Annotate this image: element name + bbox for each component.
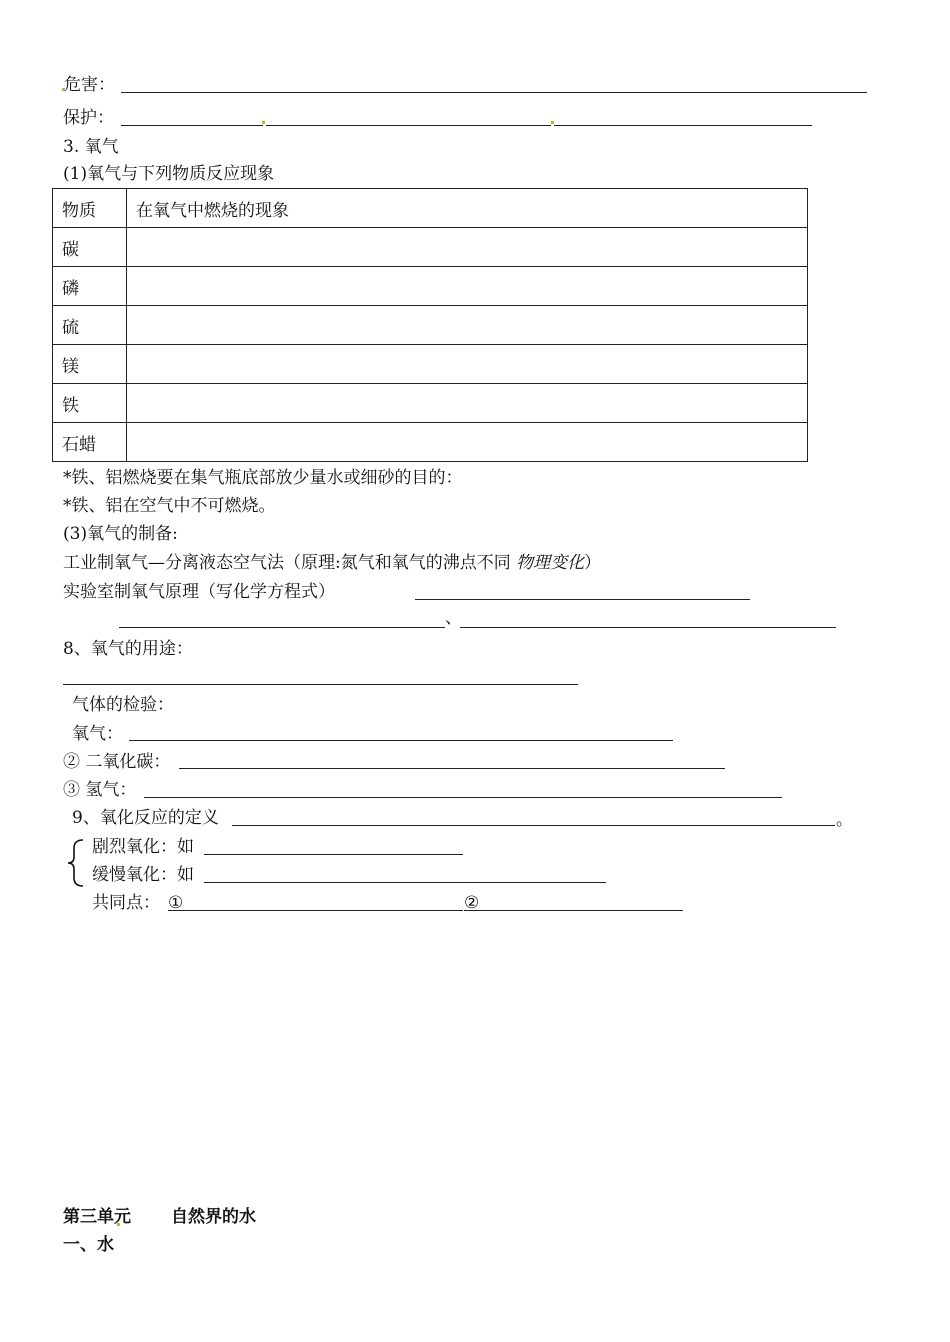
table-row bbox=[53, 345, 808, 384]
slow-oxidation-label: 缓慢氧化：如 bbox=[92, 865, 194, 885]
common-points-label: 共同点： bbox=[92, 893, 160, 913]
lab-method-label: 实验室制氧气原理（写化学方程式） bbox=[63, 582, 335, 602]
industrial-method-text: 工业制氧气—分离液态空气法（原理:氮气和氧气的沸点不同 bbox=[63, 553, 517, 573]
table-row bbox=[53, 267, 808, 306]
note-iron-aluminum-purpose: *铁、铝燃烧要在集气瓶底部放少量水或细砂的目的： bbox=[63, 468, 463, 488]
substance-cell: 硫 bbox=[53, 306, 127, 345]
curly-brace-icon bbox=[66, 838, 86, 888]
table-row bbox=[53, 228, 808, 267]
phenomenon-cell[interactable] bbox=[127, 423, 808, 462]
harm-answer-line[interactable] bbox=[121, 92, 867, 93]
hydrogen-test-label: ③ 氢气： bbox=[63, 780, 137, 800]
lab-equation-line-1[interactable] bbox=[415, 599, 750, 600]
table-row bbox=[53, 423, 808, 462]
oxygen-test-line[interactable] bbox=[129, 740, 673, 741]
table-header-row bbox=[53, 189, 808, 228]
phenomenon-cell[interactable] bbox=[127, 228, 808, 267]
gas-test-title: 气体的检验： bbox=[72, 695, 174, 715]
phenomenon-cell[interactable] bbox=[127, 306, 808, 345]
oxidation-definition-label: 9、氧化反应的定义 bbox=[72, 808, 219, 828]
table-row bbox=[53, 306, 808, 345]
violent-oxidation-line[interactable] bbox=[204, 854, 463, 855]
phenomenon-cell[interactable] bbox=[127, 384, 808, 423]
protect-label: 保护： bbox=[63, 108, 114, 128]
unit-title: 第三单元 bbox=[63, 1207, 131, 1227]
definition-period: 。 bbox=[836, 810, 853, 830]
common-point-line-1[interactable] bbox=[168, 910, 463, 911]
hydrogen-test-line[interactable] bbox=[144, 797, 782, 798]
protect-answer-line-2[interactable] bbox=[266, 125, 551, 126]
industrial-method-end: ） bbox=[584, 553, 602, 573]
note-iron-aluminum-air: *铁、铝在空气中不可燃烧。 bbox=[63, 496, 276, 516]
equation-separator: 、 bbox=[445, 608, 462, 628]
decor-dot bbox=[262, 121, 265, 124]
co2-test-line[interactable] bbox=[179, 768, 725, 769]
reaction-table bbox=[52, 188, 808, 462]
violent-oxidation-label: 剧烈氧化：如 bbox=[92, 837, 194, 857]
lab-equation-line-2[interactable] bbox=[119, 627, 445, 628]
lab-equation-line-3[interactable] bbox=[460, 627, 836, 628]
industrial-method bbox=[63, 552, 601, 574]
reaction-subtitle: (1)氧气与下列物质反应现象 bbox=[63, 164, 275, 184]
substance-cell: 镁 bbox=[53, 345, 127, 384]
oxidation-definition-line[interactable] bbox=[232, 825, 835, 826]
protect-answer-line-1[interactable] bbox=[121, 125, 263, 126]
phenomenon-cell[interactable] bbox=[127, 267, 808, 306]
substance-cell: 碳 bbox=[53, 228, 127, 267]
table-header-substance: 物质 bbox=[53, 189, 127, 228]
physical-change-text: 物理变化 bbox=[516, 553, 585, 573]
section-water-title: 一、水 bbox=[63, 1235, 114, 1255]
common-point-mark-1: ① bbox=[168, 893, 184, 913]
section-title: 3. 氧气 bbox=[63, 137, 119, 157]
phenomenon-cell[interactable] bbox=[127, 345, 808, 384]
oxygen-uses-line[interactable] bbox=[63, 684, 578, 685]
protect-answer-line-3[interactable] bbox=[554, 125, 812, 126]
table-row bbox=[53, 384, 808, 423]
substance-cell: 磷 bbox=[53, 267, 127, 306]
common-point-line-2[interactable] bbox=[464, 910, 683, 911]
slow-oxidation-line[interactable] bbox=[204, 882, 606, 883]
co2-test-label: ② 二氧化碳： bbox=[63, 752, 171, 772]
table-header-phenomenon: 在氧气中燃烧的现象 bbox=[127, 189, 808, 228]
decor-dot bbox=[551, 121, 554, 124]
oxygen-uses-title: 8、氧气的用途： bbox=[63, 639, 193, 659]
unit-subtitle: 自然界的水 bbox=[171, 1207, 256, 1227]
substance-cell: 铁 bbox=[53, 384, 127, 423]
harm-label: 危害： bbox=[64, 75, 115, 95]
common-point-mark-2: ② bbox=[464, 893, 480, 913]
substance-cell: 石蜡 bbox=[53, 423, 127, 462]
preparation-title: (3)氧气的制备: bbox=[63, 524, 178, 544]
oxygen-test-label: 氧气： bbox=[72, 724, 123, 744]
